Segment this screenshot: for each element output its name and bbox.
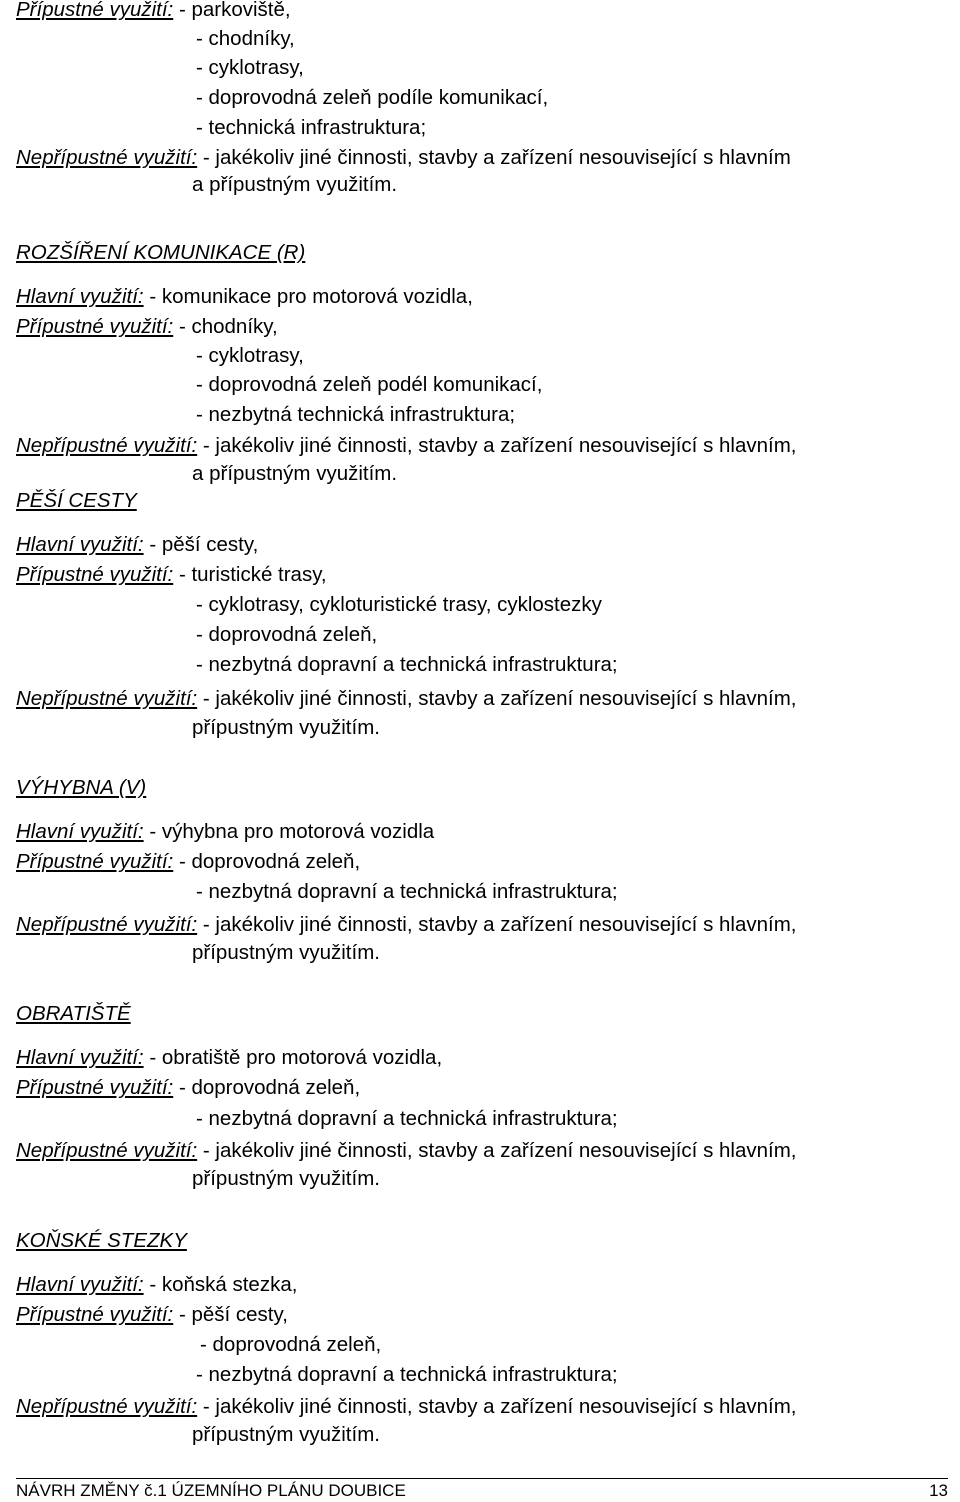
allowed-use-item: - doprovodná zeleň, (178, 1076, 361, 1099)
allowed-use-row (16, 313, 278, 341)
allowed-use-item: - pěší cesty, (178, 1303, 288, 1326)
forbidden-use-row (16, 911, 797, 939)
main-use-row (16, 283, 473, 311)
allowed-use-label: Přípustné využití: (16, 850, 174, 873)
forbidden-use-text: - jakékoliv jiné činnosti, stavby a zařízení nesouvisející s hlavním, (202, 1395, 797, 1418)
allowed-use-row (16, 561, 327, 589)
main-use-label: Hlavní využití: (16, 820, 144, 843)
forbidden-use-text: přípustným využitím. (192, 1167, 380, 1190)
allowed-use-item: - turistické trasy, (178, 563, 327, 586)
forbidden-use-text: - jakékoliv jiné činnosti, stavby a zařízení nesouvisející s hlavním (202, 146, 791, 169)
forbidden-use-text: přípustným využitím. (192, 716, 380, 739)
main-use-text: - koňská stezka, (149, 1273, 298, 1296)
forbidden-use-text: přípustným využitím. (192, 1423, 380, 1446)
allowed-use-row (16, 1301, 288, 1329)
main-use-text: - komunikace pro motorová vozidla, (149, 285, 473, 308)
forbidden-use-text: - jakékoliv jiné činnosti, stavby a zařízení nesouvisející s hlavním, (202, 687, 797, 710)
allowed-use-item: - cyklotrasy, (196, 56, 304, 79)
allowed-use-item: - doprovodná zeleň, (178, 850, 361, 873)
forbidden-use-text: - jakékoliv jiné činnosti, stavby a zařízení nesouvisející s hlavním, (202, 913, 797, 936)
forbidden-use-label: Nepřípustné využití: (16, 1139, 198, 1162)
section-title: PĚŠÍ CESTY (16, 489, 137, 512)
main-use-row (16, 1271, 297, 1299)
main-use-row (16, 1044, 442, 1072)
allowed-use-item: - nezbytná technická infrastruktura; (196, 403, 516, 426)
allowed-use-label: Přípustné využití: (16, 1303, 174, 1326)
main-use-row (16, 531, 258, 559)
main-use-label: Hlavní využití: (16, 285, 144, 308)
allowed-use-row (16, 1074, 360, 1102)
main-use-label: Hlavní využití: (16, 533, 144, 556)
allowed-use-item: - nezbytná dopravní a technická infrastruktura; (196, 1363, 618, 1386)
allowed-use-row (16, 848, 360, 876)
forbidden-use-row (16, 144, 791, 172)
allowed-use-item: - chodníky, (196, 27, 295, 50)
main-use-text: - obratiště pro motorová vozidla, (149, 1046, 443, 1069)
forbidden-use-text: - jakékoliv jiné činnosti, stavby a zařízení nesouvisející s hlavním, (202, 434, 797, 457)
allowed-use-item: - chodníky, (178, 315, 278, 338)
forbidden-use-row (16, 685, 797, 713)
section-title: KOŇSKÉ STEZKY (16, 1229, 187, 1252)
main-use-label: Hlavní využití: (16, 1046, 144, 1069)
footer-document-title: NÁVRH ZMĚNY č.1 ÚZEMNÍHO PLÁNU DOUBICE (16, 1481, 406, 1500)
allowed-use-item: - doprovodná zeleň, (196, 623, 378, 646)
allowed-use-item: - nezbytná dopravní a technická infrastruktura; (196, 1107, 618, 1130)
forbidden-use-row (16, 432, 797, 460)
forbidden-use-text: přípustným využitím. (192, 941, 380, 964)
forbidden-use-text: a přípustným využitím. (192, 462, 398, 485)
forbidden-use-text: - jakékoliv jiné činnosti, stavby a zařízení nesouvisející s hlavním, (202, 1139, 797, 1162)
allowed-use-item: - nezbytná dopravní a technická infrastruktura; (196, 880, 618, 903)
allowed-use-item: - doprovodná zeleň, (200, 1333, 382, 1356)
allowed-use-item: - cyklotrasy, (196, 344, 304, 367)
allowed-use-item: - nezbytná dopravní a technická infrastruktura; (196, 653, 618, 676)
forbidden-use-label: Nepřípustné využití: (16, 146, 198, 169)
section-title: OBRATIŠTĚ (16, 1002, 131, 1025)
allowed-use-item: - cyklotrasy, cykloturistické trasy, cyklostezky (196, 593, 602, 616)
allowed-use-item: - doprovodná zeleň podíle komunikací, (196, 86, 549, 109)
main-use-row (16, 818, 434, 846)
allowed-use-label: Přípustné využití: (16, 0, 174, 21)
forbidden-use-row (16, 1393, 797, 1421)
allowed-use-item: - technická infrastruktura; (196, 116, 427, 139)
forbidden-use-row (16, 1137, 797, 1165)
forbidden-use-label: Nepřípustné využití: (16, 1395, 198, 1418)
allowed-use-label: Přípustné využití: (16, 563, 174, 586)
page-footer (16, 1478, 948, 1500)
allowed-use-label: Přípustné využití: (16, 1076, 174, 1099)
main-use-text: - pěší cesty, (149, 533, 259, 556)
forbidden-use-text: a přípustným využitím. (192, 173, 398, 196)
allowed-use-item: - doprovodná zeleň podél komunikací, (196, 373, 543, 396)
main-use-text: - výhybna pro motorová vozidla (149, 820, 435, 843)
page-number: 13 (929, 1481, 948, 1500)
section-title: VÝHYBNA (V) (16, 776, 147, 799)
section-title: ROZŠÍŘENÍ KOMUNIKACE (R) (16, 241, 306, 264)
allowed-use-row (16, 0, 291, 24)
forbidden-use-label: Nepřípustné využití: (16, 434, 198, 457)
main-use-label: Hlavní využití: (16, 1273, 144, 1296)
forbidden-use-label: Nepřípustné využití: (16, 687, 198, 710)
allowed-use-item: - parkoviště, (178, 0, 291, 21)
allowed-use-label: Přípustné využití: (16, 315, 174, 338)
forbidden-use-label: Nepřípustné využití: (16, 913, 198, 936)
